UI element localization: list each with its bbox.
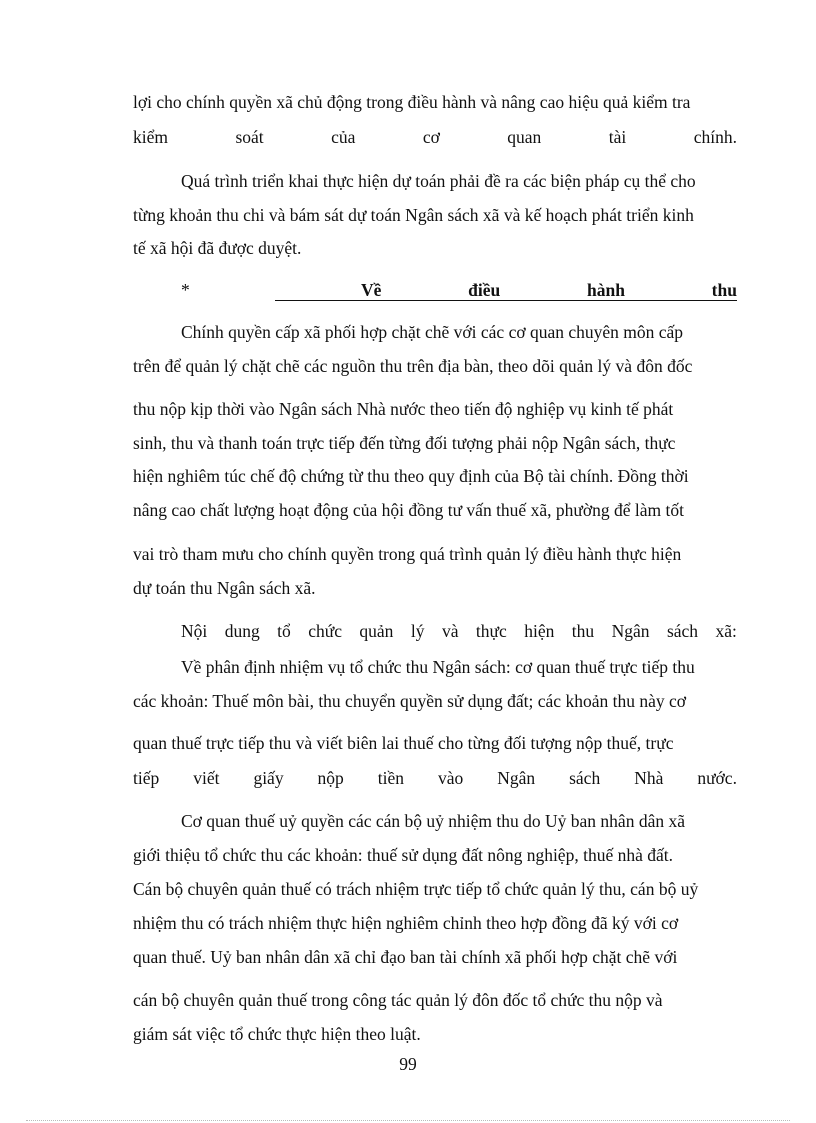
- text-line: cán bộ chuyên quản thuế trong công tác quản lý đôn đốc tổ chức thu nộp và: [133, 990, 663, 1010]
- justified-line: [133, 126, 737, 148]
- text-line: giám sát việc tổ chức thực hiện theo luật.: [133, 1024, 421, 1044]
- word: thực: [475, 621, 507, 641]
- word: Ngân: [497, 768, 536, 788]
- word: của: [331, 127, 356, 147]
- word: quan: [507, 127, 542, 147]
- word: tài: [608, 127, 627, 147]
- word: giấy: [253, 768, 284, 788]
- text-line: các khoản: Thuế môn bài, thu chuyển quyền sử dụng đất; các khoản thu này cơ: [133, 691, 686, 711]
- paragraph-start: Cơ quan thuế uỷ quyền các cán bộ uỷ nhiệm thu do Uỷ ban nhân dân xã: [181, 811, 685, 831]
- paragraph-start: Về phân định nhiệm vụ tổ chức thu Ngân sách: cơ quan thuế trực tiếp thu: [181, 657, 695, 677]
- word: Nội: [181, 621, 208, 641]
- word: nộp: [317, 768, 344, 788]
- word: kiểm: [133, 127, 168, 147]
- justified-line: [181, 620, 737, 642]
- word: và: [441, 621, 459, 641]
- text-line: quan thuế. Uỷ ban nhân dân xã chỉ đạo ban tài chính xã phối hợp chặt chẽ với: [133, 947, 678, 967]
- word: chính.: [693, 127, 737, 147]
- word: thu: [711, 280, 737, 300]
- word: vào: [437, 768, 464, 788]
- word: sách: [666, 621, 699, 641]
- word: sách: [569, 768, 601, 788]
- text-line: vai trò tham mưu cho chính quyền trong quá trình quản lý điều hành thực hiện: [133, 544, 682, 564]
- text-line: quan thuế trực tiếp thu và viết biên lai thuế cho từng đối tượng nộp thuế, trực: [133, 733, 674, 753]
- text-line: giới thiệu tổ chức thu các khoản: thuế sử dụng đất nông nghiệp, thuế nhà đất.: [133, 845, 673, 865]
- word: nước.: [697, 768, 737, 788]
- word: dung: [224, 621, 260, 641]
- word: soát: [235, 127, 264, 147]
- text-line: thu nộp kịp thời vào Ngân sách Nhà nước theo tiến độ nghiệp vụ kinh tế phát: [133, 399, 674, 419]
- text-line: lợi cho chính quyền xã chủ động trong điều hành và nâng cao hiệu quả kiểm tra: [133, 92, 691, 112]
- text-line: dự toán thu Ngân sách xã.: [133, 578, 316, 598]
- word: Ngân: [611, 621, 650, 641]
- paragraph-start: Chính quyền cấp xã phối hợp chặt chẽ với các cơ quan chuyên môn cấp: [181, 322, 684, 342]
- word: viết: [193, 768, 220, 788]
- text-line: nhiệm thu có trách nhiệm thực hiện nghiêm chỉnh theo hợp đồng đã ký với cơ: [133, 913, 679, 933]
- text-line: nâng cao chất lượng hoạt động của hội đồng tư vấn thuế xã, phường để làm tốt: [133, 500, 684, 520]
- heading-words: [275, 280, 737, 301]
- text-line: tế xã hội đã được duyệt.: [133, 238, 302, 258]
- word: Về: [361, 280, 382, 300]
- text-line: sinh, thu và thanh toán trực tiếp đến từng đối tượng phải nộp Ngân sách, thực: [133, 433, 676, 453]
- word: chức: [308, 621, 342, 641]
- word: thu: [571, 621, 595, 641]
- page-bottom-rule: [26, 1120, 790, 1121]
- page-number: 99: [399, 1054, 417, 1074]
- word: lý: [410, 621, 425, 641]
- word: cơ: [422, 127, 440, 147]
- text-line: Cán bộ chuyên quản thuế có trách nhiệm trực tiếp tổ chức quản lý thu, cán bộ uỷ: [133, 879, 699, 899]
- section-heading: [181, 279, 737, 301]
- text-line: hiện nghiêm túc chế độ chứng từ thu theo quy định của Bộ tài chính. Đồng thời: [133, 466, 689, 486]
- word: hành: [586, 280, 625, 300]
- word: Nhà: [634, 768, 664, 788]
- justified-line: [133, 767, 737, 789]
- word: tiền: [377, 768, 405, 788]
- paragraph-start: Quá trình triển khai thực hiện dự toán phải đề ra các biện pháp cụ thể cho: [181, 171, 696, 191]
- word: quản: [359, 621, 394, 641]
- text-line: trên để quản lý chặt chẽ các nguồn thu trên địa bàn, theo dõi quản lý và đôn đốc: [133, 356, 693, 376]
- word: hiện: [524, 621, 555, 641]
- word: tổ: [277, 621, 291, 641]
- word: điều: [468, 280, 501, 300]
- word: xã:: [715, 621, 737, 641]
- text-line: từng khoản thu chi và bám sát dự toán Ngân sách xã và kế hoạch phát triển kinh: [133, 205, 694, 225]
- word: tiếp: [133, 768, 160, 788]
- heading-marker: *: [181, 280, 190, 300]
